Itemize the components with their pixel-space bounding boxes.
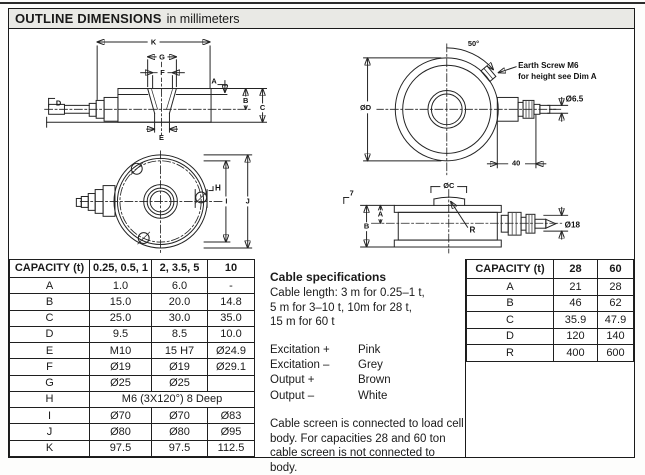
table-cell: 28 xyxy=(598,279,634,296)
cable-connector-bottom-view xyxy=(76,186,115,217)
table-cell: 35.0 xyxy=(208,310,255,326)
table-cell: Ø29.1 xyxy=(208,359,255,375)
table-cell: 30.0 xyxy=(152,310,208,326)
table-cell: 600 xyxy=(598,345,634,362)
row-label: B xyxy=(467,295,554,312)
table-row xyxy=(10,310,255,326)
dim-label-40: 40 xyxy=(511,158,521,168)
dim-label-dia-d: ØD xyxy=(360,102,372,112)
table-cell: 120 xyxy=(554,328,598,345)
row-label: B xyxy=(10,294,90,310)
table-row xyxy=(467,279,634,296)
wiring-color: White xyxy=(358,389,388,402)
row-label: A xyxy=(467,279,554,296)
row-label: C xyxy=(10,310,90,326)
bottom-view-drawing xyxy=(76,151,251,254)
row-label: K xyxy=(10,440,90,456)
outline-drawings xyxy=(9,29,632,259)
table-cell: 21 xyxy=(554,279,598,296)
compression-cell-body xyxy=(394,197,501,247)
wiring-row xyxy=(270,373,465,388)
table-cell xyxy=(208,375,255,391)
cable-screen-note: Cable screen is connected to load cell body. For capacities 28 and 60 ton cable screen is not connected to body. xyxy=(270,417,464,474)
table-row xyxy=(10,278,255,294)
table-cell: 97.5 xyxy=(152,440,208,456)
table-cell: Ø80 xyxy=(90,424,152,440)
compression-view-drawing xyxy=(344,181,581,253)
table-cell: Ø24.9 xyxy=(208,343,255,359)
table-cell: 140 xyxy=(598,328,634,345)
table-cell: 1.0 xyxy=(90,278,152,294)
dim-label-dia18: Ø18 xyxy=(564,220,580,230)
dim-label-i: I xyxy=(225,196,228,206)
row-label: D xyxy=(10,326,90,342)
dimensions-table-main xyxy=(9,259,255,457)
table-cell: 10.0 xyxy=(208,326,255,342)
dimensions-table-large-box xyxy=(465,259,634,457)
table-cell: 14.8 xyxy=(208,294,255,310)
dim-label-b2: B xyxy=(363,221,370,231)
page-top-rule xyxy=(0,2,645,4)
dim-label-50deg: 50° xyxy=(467,38,480,48)
row-label: C xyxy=(467,312,554,329)
table-cell: 20.0 xyxy=(152,294,208,310)
dim-label-d: D xyxy=(55,98,62,108)
row-label: J xyxy=(10,424,90,440)
table-header-row xyxy=(10,260,255,278)
row-label: E xyxy=(10,343,90,359)
cable-specifications xyxy=(255,259,465,474)
table-header-row xyxy=(467,260,634,279)
table-cell-span: M6 (3X120°) 8 Deep xyxy=(90,391,255,407)
dim-label-k: K xyxy=(150,37,157,47)
table-cell: 97.5 xyxy=(90,440,152,456)
table-cell: 62 xyxy=(598,295,634,312)
table-row xyxy=(10,408,255,424)
dim-label-e: E xyxy=(159,133,165,143)
table-cell: - xyxy=(208,278,255,294)
row-label: G xyxy=(10,375,90,391)
section-subtitle: in millimeters xyxy=(166,11,240,26)
dim-label-r: R xyxy=(469,225,476,235)
table-cell: Ø70 xyxy=(90,408,152,424)
dim-label-a: A xyxy=(211,76,217,86)
row-label: I xyxy=(10,408,90,424)
earth-screw-note-line1: Earth Screw M6 xyxy=(518,60,579,70)
wiring-row xyxy=(270,358,465,373)
wiring-list xyxy=(270,343,465,404)
table-row xyxy=(10,424,255,440)
wiring-signal: Excitation + xyxy=(270,343,330,356)
row-label: R xyxy=(467,345,554,362)
table-cell: 47.9 xyxy=(598,312,634,329)
row-label: D xyxy=(467,328,554,345)
dim-label-c: C xyxy=(259,102,266,112)
wiring-color: Brown xyxy=(358,374,391,387)
table-cell: M10 xyxy=(90,343,152,359)
dimensions-table-large xyxy=(466,259,634,362)
cable-length-line: Cable length: 3 m for 0.25–1 t, xyxy=(270,287,425,299)
row-label: H xyxy=(10,391,90,407)
table-cell: Ø25 xyxy=(90,375,152,391)
col-header: CAPACITY (t) xyxy=(467,260,554,279)
tables-section xyxy=(9,259,634,474)
table-cell: Ø25 xyxy=(152,375,208,391)
col-header: CAPACITY (t) xyxy=(10,260,90,278)
section-header xyxy=(9,9,634,29)
table-cell: Ø95 xyxy=(208,424,255,440)
dim-label-7: 7 xyxy=(349,188,354,198)
table-row xyxy=(10,343,255,359)
table-row xyxy=(10,359,255,375)
col-header: 0.25, 0.5, 1 xyxy=(90,260,152,278)
col-header: 28 xyxy=(554,260,598,279)
earth-screw-icon xyxy=(481,66,496,82)
table-cell: Ø83 xyxy=(208,408,255,424)
table-row xyxy=(10,375,255,391)
wiring-row xyxy=(270,389,465,404)
wiring-signal: Excitation – xyxy=(270,359,330,372)
table-cell: 25.0 xyxy=(90,310,152,326)
table-cell: Ø19 xyxy=(90,359,152,375)
datasheet-frame xyxy=(8,8,635,474)
table-row xyxy=(10,326,255,342)
table-cell: 15 H7 xyxy=(152,343,208,359)
table-cell: 400 xyxy=(554,345,598,362)
table-row xyxy=(467,312,634,329)
row-label: A xyxy=(10,278,90,294)
table-row xyxy=(467,295,634,312)
wiring-signal: Output – xyxy=(270,389,315,402)
table-row xyxy=(10,391,255,407)
wiring-color: Grey xyxy=(358,359,383,372)
section-title: OUTLINE DIMENSIONS xyxy=(15,11,162,26)
col-header: 60 xyxy=(598,260,634,279)
load-cell-body xyxy=(118,89,227,123)
dim-label-g: G xyxy=(159,52,165,62)
earth-screw-note-line2: for height see Dim A xyxy=(518,71,597,81)
top-view-drawing xyxy=(355,39,597,175)
col-header: 2, 3.5, 5 xyxy=(152,260,208,278)
table-cell: 6.0 xyxy=(152,278,208,294)
wiring-signal: Output + xyxy=(270,374,315,387)
row-label: F xyxy=(10,359,90,375)
table-cell: Ø70 xyxy=(152,408,208,424)
table-cell: 46 xyxy=(554,295,598,312)
dim-label-dia65: Ø6.5 xyxy=(565,94,584,104)
table-row xyxy=(10,294,255,310)
table-cell: Ø19 xyxy=(152,359,208,375)
dim-label-a2: A xyxy=(377,209,384,219)
table-row xyxy=(10,440,255,456)
side-view-drawing xyxy=(45,37,268,142)
cable-specs-title: Cable specifications xyxy=(270,270,387,284)
table-row xyxy=(467,328,634,345)
table-cell: 35.9 xyxy=(554,312,598,329)
table-cell: 9.5 xyxy=(90,326,152,342)
table-cell: 8.5 xyxy=(152,326,208,342)
dim-label-dia-c: ØC xyxy=(443,181,455,191)
dim-label-f: F xyxy=(160,68,165,78)
cable-length-line: 15 m for 60 t xyxy=(270,316,335,329)
col-header: 10 xyxy=(208,260,255,278)
table-cell: 15.0 xyxy=(90,294,152,310)
table-cell: Ø80 xyxy=(152,424,208,440)
dim-label-j: J xyxy=(245,196,250,206)
wiring-row xyxy=(270,343,465,358)
cable-length-line: 5 m for 3–10 t, 10m for 28 t, xyxy=(270,301,412,314)
wiring-color: Pink xyxy=(358,343,381,356)
table-row xyxy=(467,345,634,362)
table-cell: 112.5 xyxy=(208,440,255,456)
dim-label-h: H xyxy=(215,183,221,193)
dim-label-b: B xyxy=(243,95,249,105)
